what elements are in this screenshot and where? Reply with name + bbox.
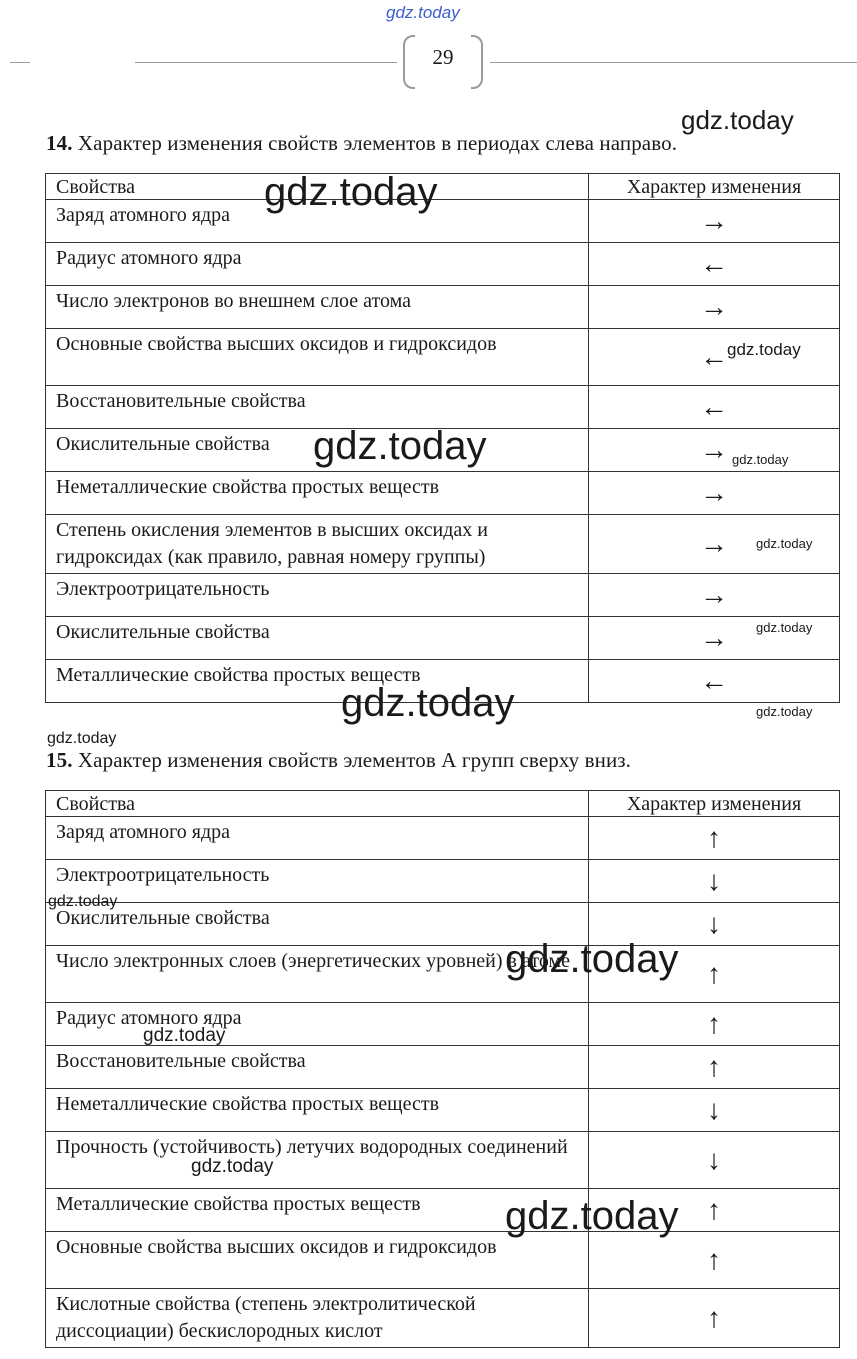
table-row [46,817,840,860]
header-change: Характер изменения [589,174,840,200]
watermark: gdz.today [756,536,813,551]
change-arrow: ↓ [589,1089,840,1132]
watermark: gdz.today [48,893,118,910]
change-arrow: → [589,515,840,574]
property-cell: Основные свойства высших оксидов и гидроксидов [46,329,589,386]
change-arrow: ↓ [589,903,840,946]
property-cell: Электроотрицательность [46,574,589,617]
property-cell: Окислительные свойства [46,429,589,472]
header-property: Свойства [46,174,589,200]
watermark: gdz.today [313,424,487,468]
property-cell: Электроотрицательность [46,860,589,903]
section-15-number: 15. [46,748,73,772]
table-row [46,903,840,946]
watermark: gdz.today [47,730,117,747]
table-row [46,1089,840,1132]
header-property: Свойства [46,791,589,817]
section-15-title: Характер изменения свойств элементов А групп сверху вниз. [77,748,632,772]
table-row [46,386,840,429]
table-row [46,286,840,329]
property-cell: Металлические свойства простых веществ [46,660,589,703]
watermark: gdz.today [264,170,438,214]
change-arrow: → [589,286,840,329]
property-cell: Основные свойства высших оксидов и гидроксидов [46,1232,589,1289]
watermark: gdz.today [505,937,679,981]
property-cell: Прочность (устойчивость) летучих водородных соединений [46,1132,589,1189]
table-row [46,1189,840,1232]
table-row [46,1232,840,1289]
change-arrow: ↑ [589,1046,840,1089]
property-cell: Окислительные свойства [46,903,589,946]
property-cell: Окислительные свойства [46,617,589,660]
table-row [46,472,840,515]
page-number: 29 [432,45,454,69]
table-row [46,243,840,286]
watermark: gdz.today [191,1156,274,1177]
table-row [46,946,840,1003]
watermark: gdz.today [341,681,515,725]
table-14-header [46,174,840,200]
table-row [46,1046,840,1089]
watermark: gdz.today [143,1025,226,1046]
change-arrow: ↑ [589,1003,840,1046]
property-cell: Восстановительные свойства [46,1046,589,1089]
header-rule-right [490,62,857,63]
change-arrow: ↓ [589,860,840,903]
change-arrow: ↑ [589,1289,840,1348]
table-row [46,1132,840,1189]
property-cell: Восстановительные свойства [46,386,589,429]
property-cell: Радиус атомного ядра [46,243,589,286]
change-arrow: → [589,617,840,660]
table-row [46,329,840,386]
table-row [46,574,840,617]
change-arrow: ← [589,386,840,429]
section-14-title: Характер изменения свойств элементов в периодах слева направо. [77,131,678,155]
change-arrow: ← [589,243,840,286]
table-row [46,200,840,243]
header-rule-left [135,62,397,63]
change-arrow: → [589,429,840,472]
page-number-box [403,35,483,87]
change-arrow: ↑ [589,946,840,1003]
change-arrow: → [589,574,840,617]
change-arrow: ↑ [589,817,840,860]
section-14-number: 14. [46,131,73,155]
watermark: gdz.today [756,704,813,719]
property-cell: Число электронов во внешнем слое атома [46,286,589,329]
watermark: gdz.today [732,452,789,467]
property-cell: Металлические свойства простых веществ [46,1189,589,1232]
table-15-header [46,791,840,817]
watermark: gdz.today [386,3,460,22]
watermark: gdz.today [681,105,794,135]
change-arrow: → [589,200,840,243]
property-cell: Кислотные свойства (степень электролитической диссоциации) бескислородных кислот [46,1289,589,1348]
table-row [46,1289,840,1348]
change-arrow: ← [589,329,840,386]
header-rule-left-short [10,62,30,63]
header-change: Характер изменения [589,791,840,817]
change-arrow: ↑ [589,1189,840,1232]
change-arrow: → [589,472,840,515]
property-cell: Степень окисления элементов в высших оксидах и гидроксидах (как правило, равная номеру группы) [46,515,589,574]
watermark: gdz.today [727,340,801,359]
change-arrow: ← [589,660,840,703]
section-14-heading [46,131,677,156]
change-arrow: ↑ [589,1232,840,1289]
table-15 [45,790,840,1348]
property-cell: Заряд атомного ядра [46,817,589,860]
table-row [46,515,840,574]
change-arrow: ↓ [589,1132,840,1189]
property-cell: Заряд атомного ядра [46,200,589,243]
property-cell: Неметаллические свойства простых веществ [46,472,589,515]
property-cell: Радиус атомного ядра [46,1003,589,1046]
section-15-heading [46,748,631,773]
watermark: gdz.today [505,1194,679,1238]
watermark: gdz.today [756,620,813,635]
table-row [46,617,840,660]
property-cell: Неметаллические свойства простых веществ [46,1089,589,1132]
property-cell: Число электронных слоев (энергетических уровней) в атоме [46,946,589,1003]
table-row [46,860,840,903]
